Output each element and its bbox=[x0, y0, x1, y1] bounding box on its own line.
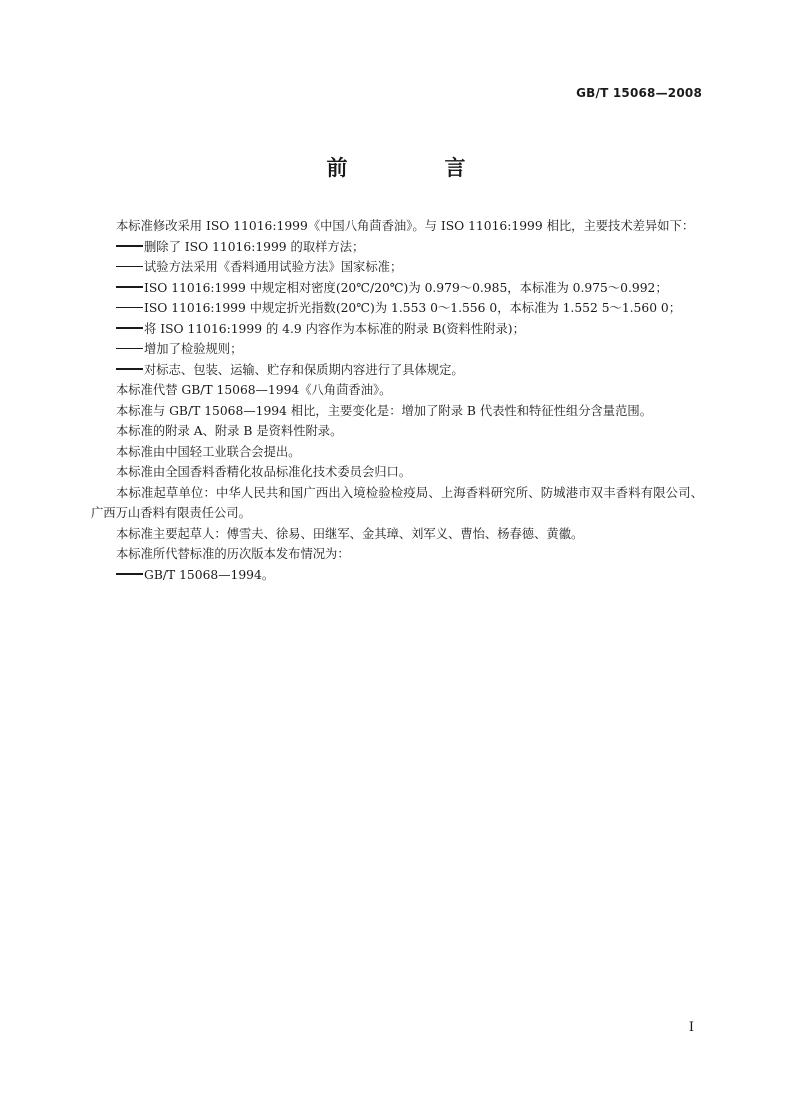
difference-item bbox=[91, 319, 703, 340]
paragraph-drafters: 本标准主要起草人：傅雪夫、徐易、田继军、金其璋、刘军义、曹怡、杨春德、黄徽。 bbox=[116, 526, 584, 541]
standard-code: GB/T 15068—2008 bbox=[576, 86, 702, 100]
paragraph-annex: 本标准的附录 A、附录 B 是资料性附录。 bbox=[116, 424, 343, 438]
history-item bbox=[91, 565, 703, 586]
difference-text: ISO 11016:1999 中规定相对密度(20℃/20℃)为 0.979～0.985，本标准为 0.975～0.992； bbox=[144, 280, 668, 295]
difference-text: 将 ISO 11016:1999 的 4.9 内容作为本标准的附录 B(资料性附录)； bbox=[144, 321, 525, 336]
paragraph-replaces: 本标准代替 GB/T 15068—1994《八角茴香油》。 bbox=[116, 383, 392, 397]
difference-text: 试验方法采用《香料通用试验方法》国家标准； bbox=[144, 260, 403, 274]
difference-item bbox=[91, 360, 703, 381]
dash-mark bbox=[116, 327, 143, 329]
difference-text: 对标志、包装、运输、贮存和保质期内容进行了具体规定。 bbox=[144, 362, 464, 377]
difference-item bbox=[91, 298, 703, 319]
difference-text: 删除了 ISO 11016:1999 的取样方法； bbox=[144, 239, 365, 254]
dash-mark bbox=[116, 266, 143, 268]
paragraph-centralized-by: 本标准由全国香料香精化妆品标准化技术委员会归口。 bbox=[116, 465, 412, 479]
difference-text: 增加了检验规则； bbox=[144, 342, 243, 356]
paragraph-adoption: 本标准修改采用 ISO 11016:1999《中国八角茴香油》。与 ISO 11016:1999 相比，主要技术差异如下： bbox=[116, 219, 695, 233]
paragraph-history: 本标准所代替标准的历次版本发布情况为： bbox=[116, 547, 350, 561]
foreword-body bbox=[91, 216, 703, 585]
dash-mark bbox=[116, 573, 143, 575]
page-title: 前 言 bbox=[326, 156, 504, 180]
history-text: GB/T 15068—1994。 bbox=[144, 567, 275, 582]
difference-item bbox=[91, 339, 703, 360]
dash-mark bbox=[116, 286, 143, 288]
page-number: I bbox=[688, 1020, 694, 1035]
difference-item bbox=[91, 237, 703, 258]
difference-item bbox=[91, 278, 703, 299]
difference-item bbox=[91, 257, 703, 278]
paragraph-drafting-units: 本标准起草单位：中华人民共和国广西出入境检验检疫局、上海香料研究所、防城港市双丰香料有限公司、广西万山香料有限责任公司。 bbox=[91, 485, 703, 520]
dash-mark bbox=[116, 245, 143, 247]
dash-mark bbox=[116, 368, 143, 370]
difference-text: ISO 11016:1999 中规定折光指数(20℃)为 1.553 0～1.556 0，本标准为 1.552 5～1.560 0； bbox=[144, 301, 682, 315]
paragraph-changes: 本标准与 GB/T 15068—1994 相比，主要变化是：增加了附录 B 代表性和特征性组分含量范围。 bbox=[116, 403, 652, 418]
paragraph-proposed-by: 本标准由中国轻工业联合会提出。 bbox=[116, 444, 301, 459]
dash-mark bbox=[116, 348, 143, 350]
dash-mark bbox=[116, 307, 143, 309]
